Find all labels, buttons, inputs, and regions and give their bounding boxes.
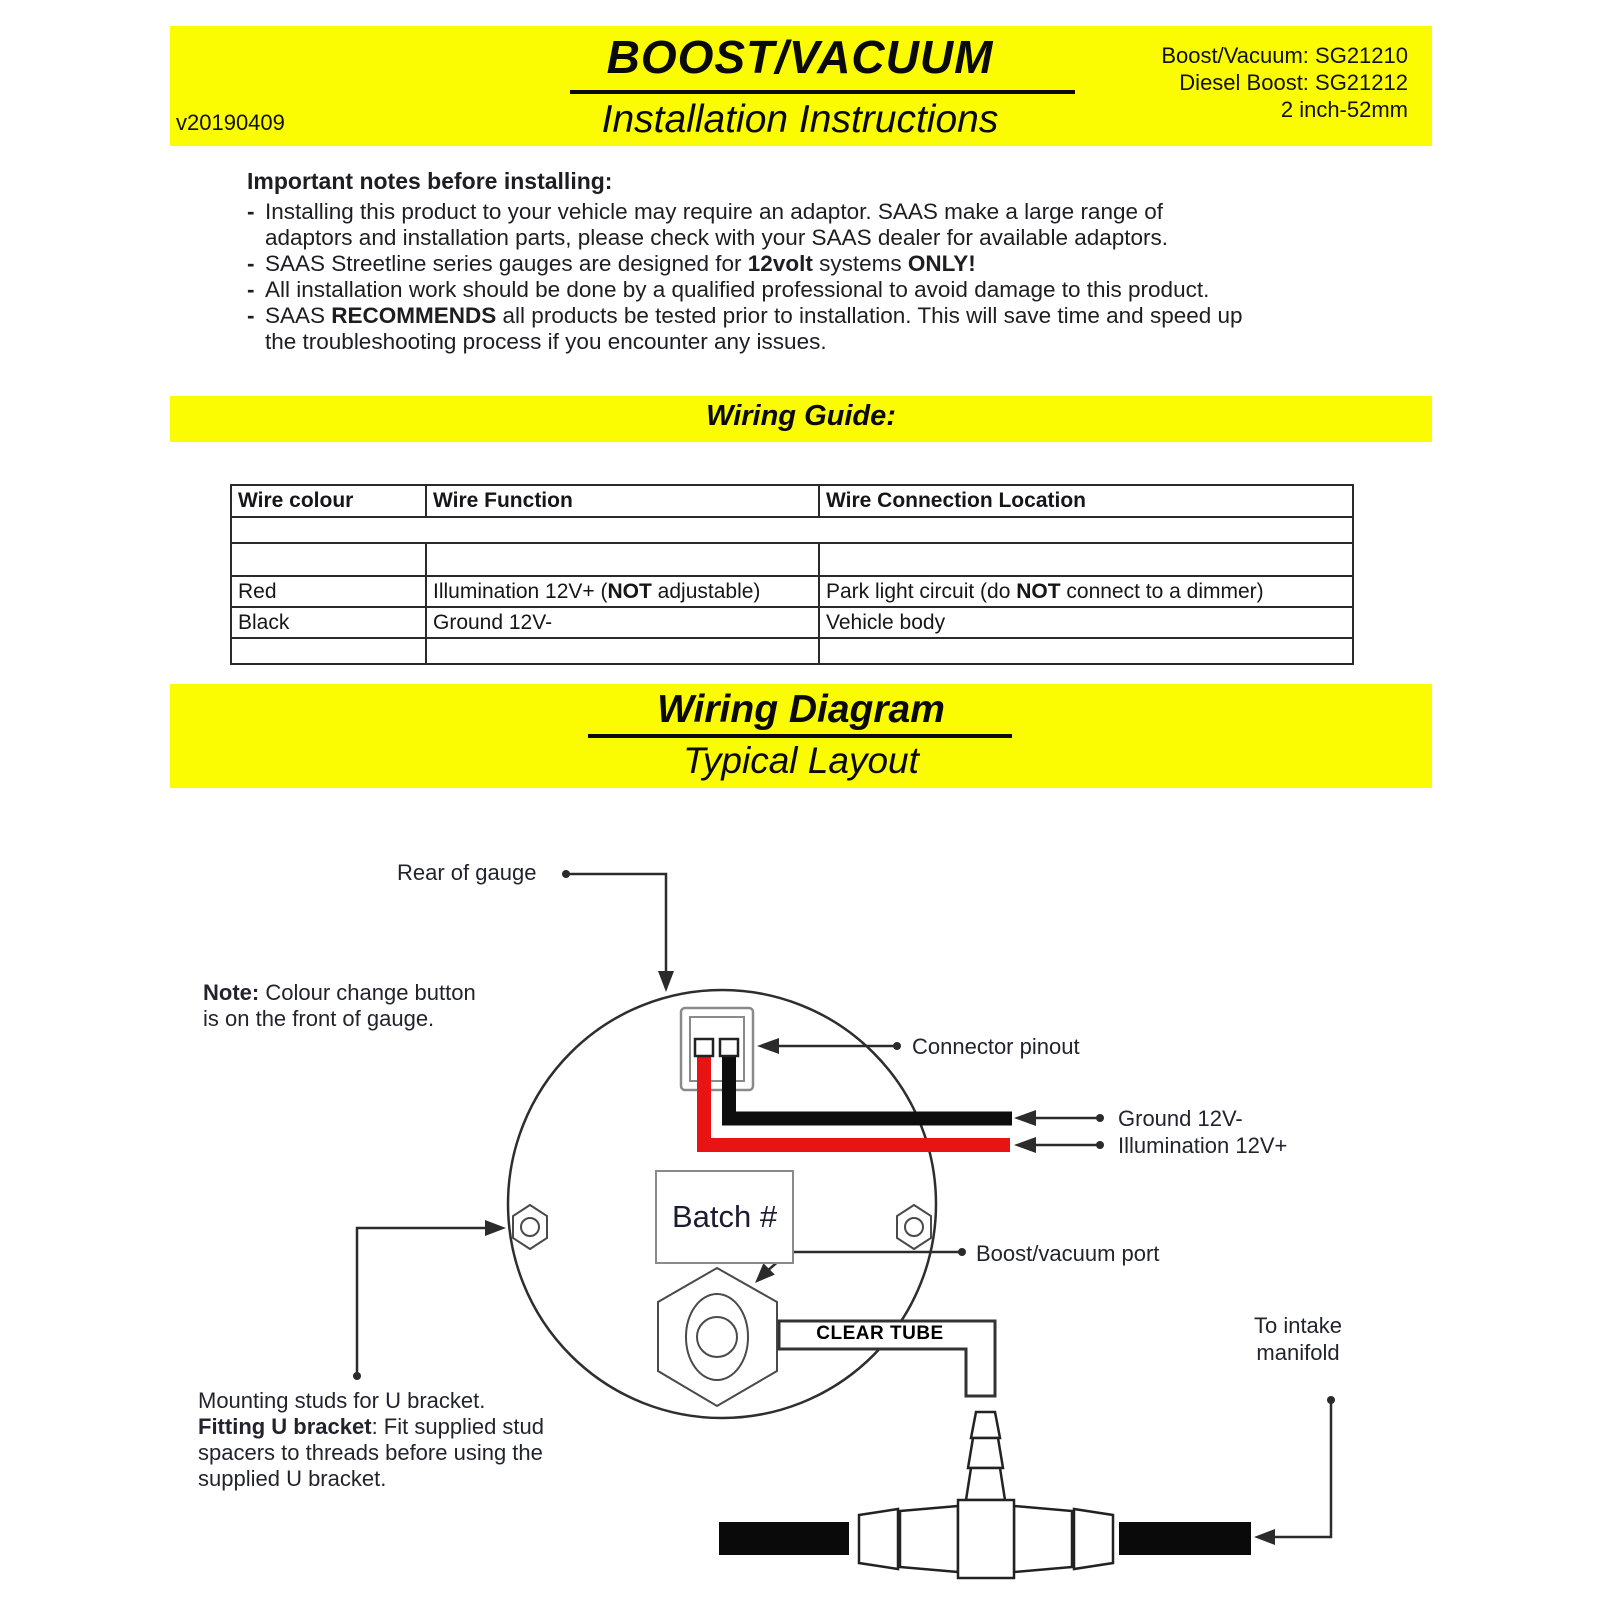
note-text: All installation work should be done by a qualified professional to avoid damage to this product. xyxy=(265,277,1210,302)
note-text: is on the front of gauge. xyxy=(203,1006,435,1031)
cell-wire-colour: Red xyxy=(231,576,426,607)
rear-of-gauge-label: Rear of gauge xyxy=(397,860,537,885)
gauge-size: 2 inch-52mm xyxy=(1280,97,1408,122)
note-text: Installing this product to your vehicle may require an adaptor. SAAS make a large range of xyxy=(265,199,1164,224)
connector-pinout-leader xyxy=(757,1038,901,1054)
intake-label-line: To intake xyxy=(1253,1313,1343,1338)
version-label: v20190409 xyxy=(176,110,285,135)
colour-change-note xyxy=(203,980,476,1032)
mounting-note-line: supplied U bracket. xyxy=(198,1466,387,1491)
note-text: SAAS RECOMMENDS all products be tested prior to installation. This will save time and speed up xyxy=(265,303,1243,328)
mounting-stud-right xyxy=(897,1205,931,1249)
cell-wire-colour: Black xyxy=(231,607,426,638)
column-header-wire-connection: Wire Connection Location xyxy=(819,485,1353,517)
note-text: SAAS Streetline series gauges are designed for 12volt systems ONLY! xyxy=(265,251,976,276)
note-text: the troubleshooting process if you encounter any issues. xyxy=(265,329,827,354)
column-header-wire-colour: Wire colour xyxy=(231,485,426,517)
illumination-wire-leader xyxy=(1014,1137,1104,1153)
boost-vacuum-port-label: Boost/vacuum port xyxy=(976,1241,1160,1266)
intake-manifold-label xyxy=(1238,1312,1358,1366)
note-text: Note: Colour change button xyxy=(203,980,476,1005)
intake-manifold-leader xyxy=(1254,1396,1335,1545)
boost-vacuum-port xyxy=(658,1268,777,1406)
hose-left xyxy=(719,1522,849,1555)
cell-wire-connection: Park light circuit (do NOT connect to a dimmer) xyxy=(819,576,1353,607)
page-title: BOOST/VACUUM xyxy=(606,31,994,83)
ground-wire-leader xyxy=(1014,1110,1104,1126)
column-header-wire-function: Wire Function xyxy=(426,485,819,517)
notes-heading: Important notes before installing: xyxy=(247,168,613,194)
wiring-diagram-subtitle: Typical Layout xyxy=(683,740,919,781)
ground-wire-label: Ground 12V- xyxy=(1118,1106,1243,1131)
bullet-dash: - xyxy=(247,277,255,302)
mounting-studs-leader xyxy=(353,1220,506,1380)
mounting-stud-left xyxy=(513,1205,547,1249)
clear-tube-label: CLEAR TUBE xyxy=(816,1323,944,1344)
connector-pinout-label: Connector pinout xyxy=(912,1034,1080,1059)
wiring-diagram-title: Wiring Diagram xyxy=(657,688,945,731)
batch-number-box xyxy=(655,1170,794,1264)
page-subtitle: Installation Instructions xyxy=(601,98,999,141)
part-number-diesel-boost: Diesel Boost: SG21212 xyxy=(1179,70,1408,95)
connector-housing xyxy=(681,1008,753,1090)
mounting-note-line: Fitting U bracket: Fit supplied stud xyxy=(198,1414,545,1439)
mounting-studs-note xyxy=(198,1388,544,1492)
part-number-boost-vacuum: Boost/Vacuum: SG21210 xyxy=(1161,43,1408,68)
note-text: adaptors and installation parts, please check with your SAAS dealer for available adaptors. xyxy=(265,225,1169,250)
t-fitting xyxy=(859,1412,1113,1578)
rear-of-gauge-leader xyxy=(562,870,674,992)
hose-right xyxy=(1119,1522,1251,1555)
mounting-note-line: Mounting studs for U bracket. xyxy=(198,1388,486,1413)
cell-wire-connection: Vehicle body xyxy=(819,607,1353,638)
illumination-wire-label: Illumination 12V+ xyxy=(1118,1133,1288,1158)
batch-number-label: Batch # xyxy=(671,1199,778,1234)
bullet-dash: - xyxy=(247,199,255,224)
wiring-guide-title: Wiring Guide: xyxy=(706,400,896,432)
cell-wire-function: Illumination 12V+ (NOT adjustable) xyxy=(426,576,819,607)
cell-wire-function: Ground 12V- xyxy=(426,607,819,638)
intake-label-line: manifold xyxy=(1256,1340,1340,1365)
mounting-note-line: spacers to threads before using the xyxy=(198,1440,543,1465)
bullet-dash: - xyxy=(247,303,255,328)
bullet-dash: - xyxy=(247,251,255,276)
